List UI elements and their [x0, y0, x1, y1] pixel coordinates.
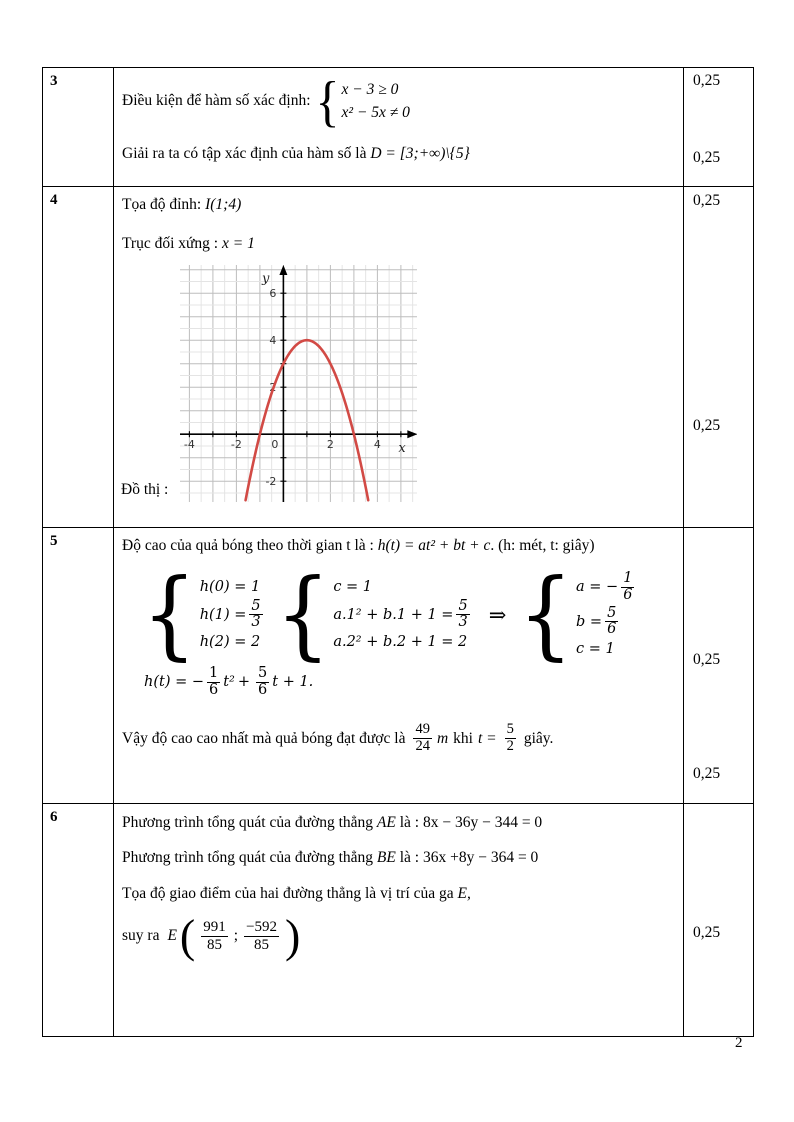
row-question-4: [43, 187, 754, 528]
answer-table: [42, 67, 754, 1037]
system-substituted: [275, 558, 473, 671]
score-value: 0,25: [693, 149, 721, 166]
score-value: 0,25: [693, 651, 721, 668]
svg-text:2: 2: [326, 438, 334, 452]
left-brace: {: [315, 69, 340, 133]
parabola-graph: [180, 265, 417, 508]
system-line: h(0) = 1: [199, 579, 261, 596]
system-line: c = 1: [333, 579, 373, 596]
svg-text:-2: -2: [230, 438, 242, 452]
segment-name: BE: [376, 849, 396, 867]
answer-cell-q4: [114, 187, 684, 528]
implies-arrow: ⇒: [488, 602, 507, 627]
height-intro-suffix: . (h: mét, t: giây): [490, 537, 595, 554]
point-name: E: [167, 927, 177, 945]
symmetry-axis-label: Trục đối xứng :: [122, 235, 219, 253]
score-cell-q4: [684, 187, 754, 528]
question-number: 5: [50, 533, 58, 549]
row-question-6: [43, 804, 754, 1037]
page-number: 2: [735, 1035, 743, 1051]
system-given: [142, 558, 266, 671]
svg-text:y: y: [262, 271, 270, 287]
system-line: h(1) = $\frac{5}{3}$: [199, 597, 261, 631]
segment-name: AE: [376, 814, 396, 831]
answer-cell-q6: [114, 804, 684, 1037]
left-brace: {: [275, 558, 331, 671]
score-cell-q5: [684, 528, 754, 804]
fraction: $\frac{5}{6}$: [258, 665, 268, 698]
fraction: $\frac{5}{6}$: [607, 604, 617, 638]
condition-line: [122, 69, 677, 133]
parabola-graph-svg: [180, 265, 417, 502]
question-number: 6: [50, 809, 58, 825]
answer-cell-q3: [114, 68, 684, 187]
svg-text:6: 6: [269, 287, 277, 301]
condition-system: [315, 69, 410, 133]
svg-text:4: 4: [373, 438, 381, 452]
score-value: 0,25: [693, 72, 721, 89]
question-number-cell: [43, 68, 114, 187]
fraction: $\frac{5}{3}$: [458, 597, 468, 631]
left-brace: {: [142, 558, 197, 671]
point-name: E,: [457, 884, 471, 902]
vertex-value: I(1;4): [205, 196, 242, 213]
conclusion-text: Vậy độ cao cao nhất mà quả bóng đạt được là: [122, 729, 406, 747]
domain-math: D = [3;+∞)\{5}: [370, 145, 470, 162]
question-number-cell: [43, 804, 114, 1037]
system-line: h(2) = 2: [199, 633, 261, 650]
question-number-cell: [43, 528, 114, 804]
condition-label: Điều kiện để hàm số xác định:: [122, 92, 311, 110]
svg-text:x: x: [398, 440, 406, 456]
svg-text:0: 0: [271, 438, 279, 452]
right-paren: ): [285, 909, 301, 962]
conclusion-line: Vậy độ cao cao nhất mà quả bóng đạt được là $\frac{49}{24}$ m khi t = $\frac{5}{2}$ giây.: [122, 721, 554, 755]
point-E-line: suy ra E ( $\frac{991}{85}$ ; $\frac{-592}{85}$ ): [122, 909, 301, 962]
answer-cell-q5: [114, 528, 684, 804]
vertex-line: [122, 195, 677, 214]
height-formula: h(t) = at² + bt + c: [377, 537, 491, 554]
condition-case-1: x − 3 ≥ 0: [341, 80, 399, 98]
symmetry-axis-value: x = 1: [221, 235, 255, 253]
fraction: $\frac{5}{2}$: [506, 721, 514, 755]
score-value: 0,25: [693, 417, 721, 434]
score-value: 0,25: [693, 924, 721, 941]
system-line: a = − $\frac{1}{6}$: [576, 570, 633, 604]
intersection-line: Tọa độ giao điểm của hai đường thẳng là vị trí của ga E,: [122, 884, 471, 902]
domain-text: Giải ra ta có tập xác định của hàm số là: [122, 145, 367, 162]
svg-text:-4: -4: [183, 438, 195, 452]
line-BE-equation: Phương trình tổng quát của đường thẳng BE là : 36x +8y − 364 = 0: [122, 849, 539, 867]
height-intro-text: Độ cao của quả bóng theo thời gian t là :: [122, 537, 374, 554]
row-question-3: [43, 68, 754, 187]
height-function-result: h(t) = − $\frac{1}{6}$ t² + $\frac{5}{6}$ t + 1.: [144, 665, 314, 698]
separator: ;: [233, 927, 239, 945]
line-AE-equation: Phương trình tổng quát của đường thẳng AE là : 8x − 36y − 344 = 0: [122, 814, 543, 831]
graph-caption: Đồ thị :: [121, 481, 169, 498]
fraction: $\frac{-592}{85}$: [246, 919, 278, 953]
vertex-label: Tọa độ đỉnh:: [122, 196, 202, 213]
svg-text:2: 2: [269, 381, 277, 395]
row-question-5: [43, 528, 754, 804]
svg-text:-2: -2: [265, 475, 277, 489]
fraction: $\frac{49}{24}$: [415, 721, 430, 755]
svg-text:4: 4: [269, 334, 277, 348]
fraction: $\frac{1}{6}$: [209, 665, 219, 698]
symmetry-axis-line: [122, 234, 677, 253]
score-cell-q3: [684, 68, 754, 187]
system-line: a.1² + b.1 + 1 = $\frac{5}{3}$: [333, 597, 468, 631]
height-intro-line: [122, 536, 677, 555]
domain-line: [122, 144, 677, 163]
system-line: a.2² + b.2 + 1 = 2: [333, 633, 468, 650]
condition-case-2: x² − 5x ≠ 0: [341, 104, 410, 121]
left-brace: {: [518, 558, 574, 671]
system-line: b = $\frac{5}{6}$: [576, 604, 617, 638]
fraction: $\frac{1}{6}$: [623, 570, 633, 604]
score-value: 0,25: [693, 765, 721, 782]
fraction: $\frac{5}{3}$: [251, 597, 261, 631]
fraction: $\frac{991}{85}$: [203, 919, 226, 953]
question-number: 3: [50, 73, 58, 89]
question-number-cell: [43, 187, 114, 528]
system-result: [518, 558, 637, 671]
left-paren: (: [179, 909, 196, 962]
system-line: c = 1: [576, 641, 615, 657]
unit: m: [436, 729, 449, 747]
equation-systems: [142, 558, 677, 671]
question-number: 4: [50, 192, 58, 208]
score-value: 0,25: [693, 192, 721, 209]
score-cell-q6: [684, 804, 754, 1037]
